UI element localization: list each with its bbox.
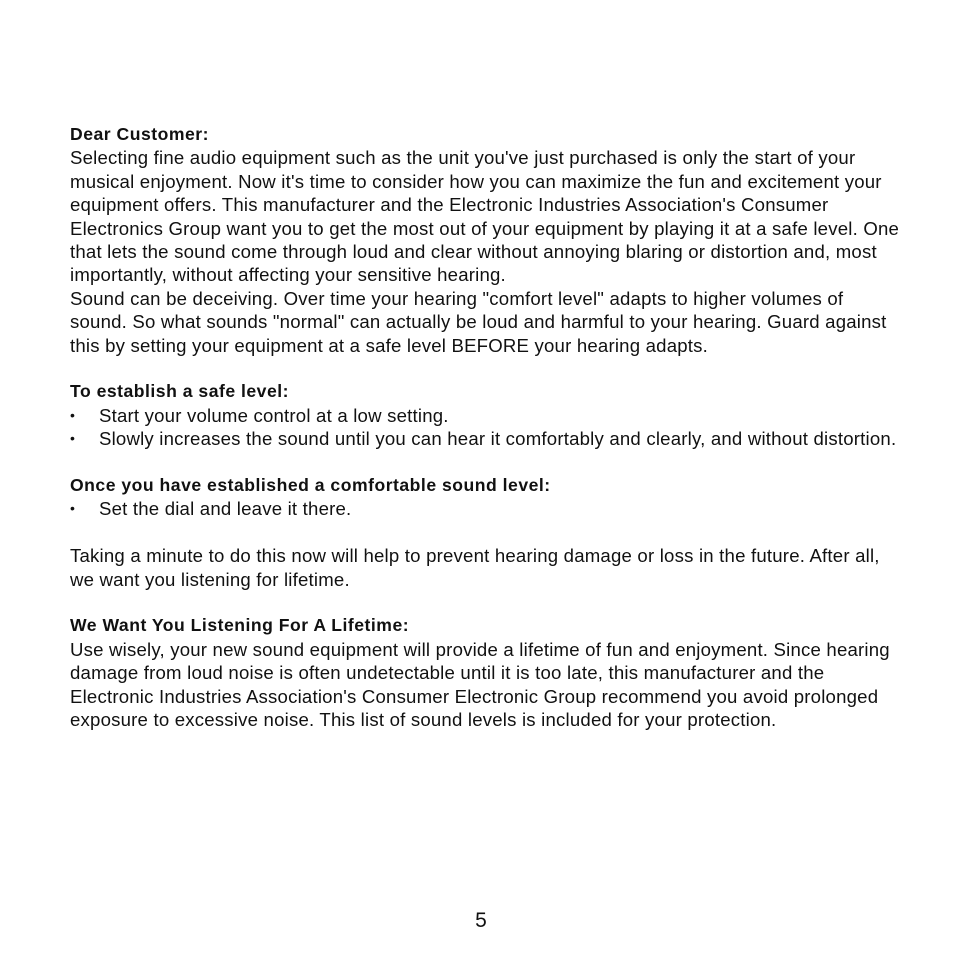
list-item-text: Set the dial and leave it there. <box>99 498 352 520</box>
list-item <box>70 497 900 520</box>
heading-comfortable-level: Once you have established a comfortable sound level: <box>70 475 551 496</box>
document-body <box>70 123 900 732</box>
bullet-icon: • <box>70 500 76 517</box>
spacer <box>70 521 900 544</box>
sound-deceiving-paragraph: Sound can be deceiving. Over time your hearing "comfort level" adapts to higher volumes of sound. So what sounds "normal" can actually be loud and harmful to your hearing. Guard against this by setting your equipment at a safe level BEFORE your hearing adapts. <box>70 287 887 356</box>
heading-dear-customer: Dear Customer: <box>70 124 209 144</box>
page-number: 5 <box>475 909 487 932</box>
spacer <box>70 591 900 614</box>
spacer <box>70 357 900 380</box>
heading-listening-lifetime: We Want You Listening For A Lifetime: <box>70 615 410 636</box>
list-item <box>70 404 900 427</box>
bullet-icon: • <box>70 406 76 423</box>
heading-establish-safe-level: To establish a safe level: <box>70 381 289 402</box>
intro-paragraph: Selecting fine audio equipment such as the unit you've just purchased is only the start of your musical enjoyment. Now it's time to consider how you can maximize the fun and excitement your equipment offers. This manufacturer and the Electronic Industries Association's Consumer Electronics Group want you to get the most out of your equipment by playing it at a safe level. One that lets the sound come through loud and clear without annoying blaring or distortion and, most importantly, without affecting your sensitive hearing. <box>70 147 900 286</box>
lifetime-paragraph: Use wisely, your new sound equipment will provide a lifetime of fun and enjoyment. Since hearing damage from loud noise is often undetectable until it is too late, this manufacturer and the Electronic Industries Association's Consumer Electronic Group recommend you avoid prolonged exposure to excessive noise. This list of sound levels is included for your protection. <box>70 638 890 731</box>
comfortable-bullet-list <box>70 497 900 520</box>
safe-level-bullet-list <box>70 404 900 451</box>
list-item <box>70 427 900 450</box>
closing-paragraph: Taking a minute to do this now will help to prevent hearing damage or loss in the future. After all, we want you listening for lifetime. <box>70 545 880 590</box>
list-item-text: Slowly increases the sound until you can hear it comfortably and clearly, and without distortion. <box>99 428 897 450</box>
spacer <box>70 451 900 474</box>
bullet-icon: • <box>70 430 76 447</box>
list-item-text: Start your volume control at a low setting. <box>99 404 449 426</box>
